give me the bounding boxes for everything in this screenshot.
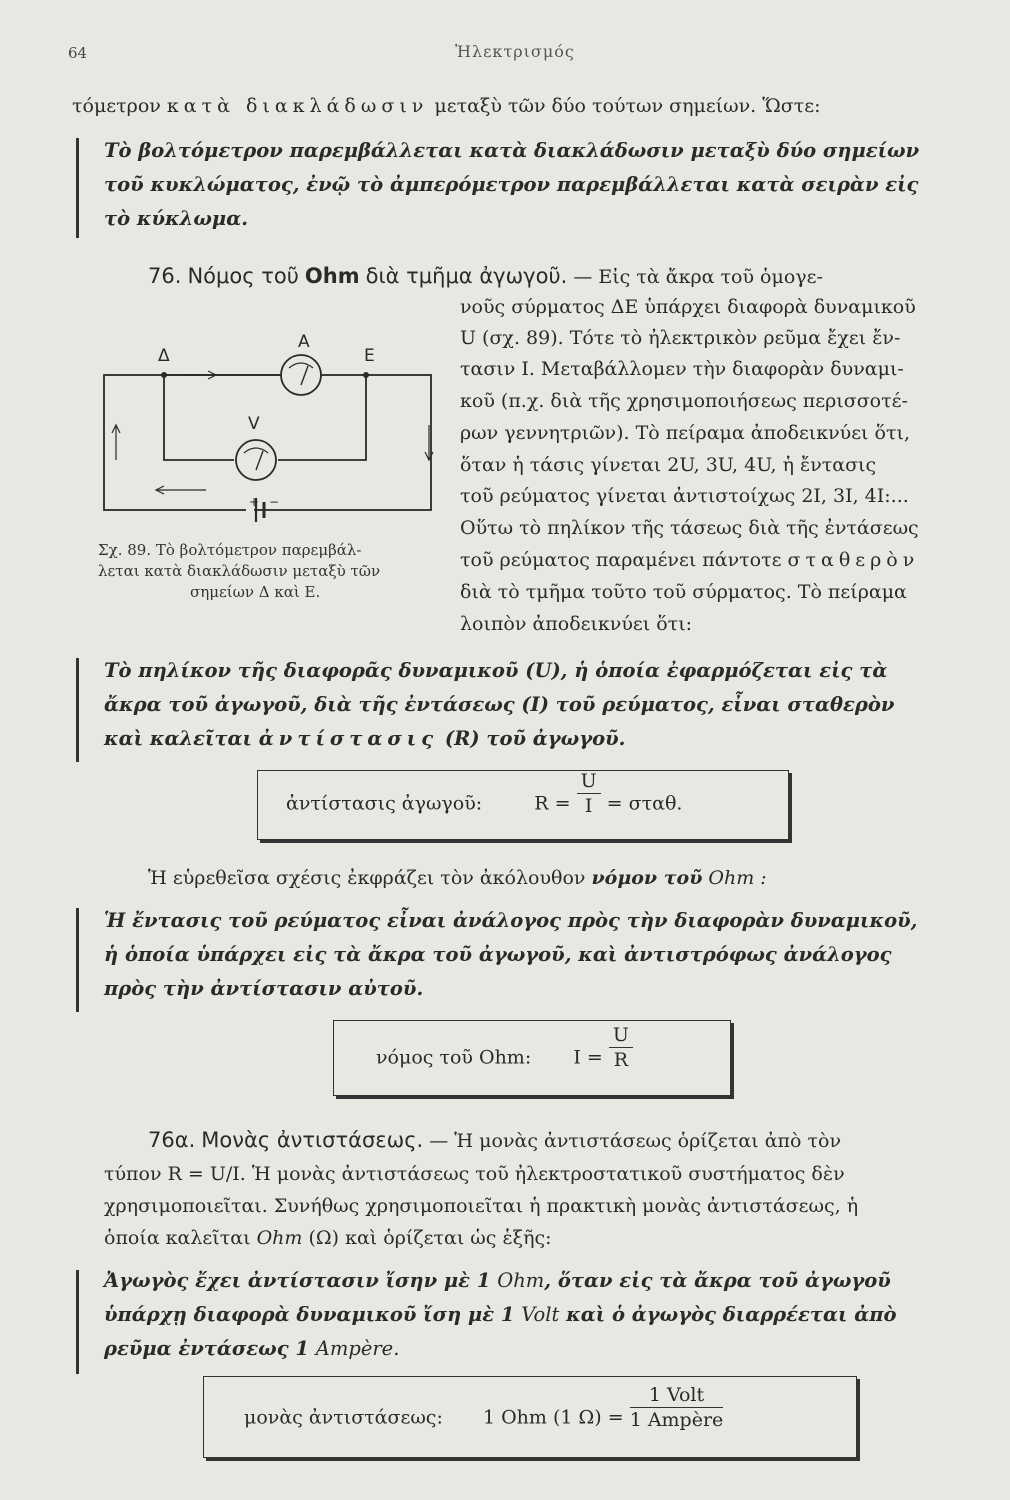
voltmeter-label: V [248, 414, 260, 434]
section-76-line-1: νοῦς σύρματος ΔΕ ὑπάρχει διαφορὰ δυναμικοῦ [460, 296, 916, 318]
point-e-label: E [364, 346, 375, 366]
rule4-bar [76, 1270, 79, 1374]
section-76-line-6: ὅταν ἡ τάσις γίνεται 2U, 3U, 4U, ἡ ἔντασις [460, 454, 877, 476]
steady-spaced-text: σταθερὸν [787, 549, 920, 571]
formula-unit-box [203, 1376, 857, 1458]
figure-caption-1: Σχ. 89. Τὸ βολτόμετρον παρεμβάλ- [98, 541, 362, 559]
rule3-bar [76, 908, 79, 1012]
formula-ohm-law-num: U [609, 1023, 633, 1048]
figure-caption-3: σημείων Δ καὶ E. [190, 583, 321, 601]
steady-text-a: τοῦ ρεύματος παραμένει πάντοτε [460, 549, 782, 571]
rule4-line-1 [104, 1266, 891, 1296]
rule2-bar [76, 658, 79, 762]
rule3-line-2: ἡ ὁποία ὑπάρχει εἰς τὰ ἄκρα τοῦ ἀγωγοῦ, καὶ ἀντιστρόφως ἀνάλογος [104, 943, 892, 966]
rule1-line-1: Τὸ βολτόμετρον παρεμβάλλεται κατὰ διακλάδωσιν μεταξὺ δύο σημείων [104, 139, 920, 162]
formula-resistance-label: ἀντίστασις ἀγωγοῦ: [286, 792, 483, 815]
formula-ohm-law-eq: = [586, 1046, 603, 1069]
rule4-line-3-amp: Ampère. [315, 1337, 400, 1360]
section-76-line-steady [460, 546, 919, 574]
formula-ohm-law-box [333, 1020, 731, 1096]
svg-text:−: − [269, 495, 280, 509]
rule3-line-1: Ἡ ἔντασις τοῦ ρεύματος εἶναι ἀνάλογος πρὸς τὴν διαφορὰν δυναμικοῦ, [104, 909, 918, 932]
section-76a-line-4-ohm: Ohm [256, 1227, 303, 1249]
ammeter-label: A [298, 332, 310, 352]
circuit-diagram [96, 330, 446, 530]
section-76-line-8: Οὕτω τὸ πηλίκον τῆς τάσεως διὰ τῆς ἐντάσεως [460, 517, 919, 539]
formula-resistance-eq: = [554, 792, 571, 815]
rule2-spaced-term: ἀντίστασις [258, 727, 439, 750]
rule4-line-3-a: ρεῦμα ἐντάσεως 1 [104, 1337, 309, 1360]
ammeter-symbol [281, 355, 321, 395]
formula-resistance-lhs: R [534, 792, 549, 815]
rule4-line-2-volt: Volt [521, 1303, 560, 1326]
formula-unit-label: μονὰς ἀντιστάσεως: [244, 1406, 443, 1429]
formula-resistance-rhs: = σταθ. [606, 792, 683, 815]
formula-unit-den: 1 Ampère [629, 1409, 724, 1431]
section-76-line-0: — Εἰς τὰ ἄκρα τοῦ ὁμογε- [573, 266, 823, 288]
formula-unit-num: 1 Volt [630, 1383, 724, 1408]
rule3-line-3: πρὸς τὴν ἀντίστασιν αὐτοῦ. [104, 977, 424, 1000]
intro-text-b: μεταξὺ τῶν δύο τούτων σημείων. Ὥστε: [434, 95, 821, 117]
point-delta-label: Δ [158, 346, 170, 366]
section-76a-line-2: τύπον R = U/I. Ἡ μονὰς ἀντιστάσεως τοῦ ἠλεκτροστατικοῦ συστήματος δὲν [104, 1163, 845, 1185]
rule1-bar [76, 138, 79, 238]
intro-text-a: τόμετρον [72, 95, 161, 117]
law-intro-bold: νόμον τοῦ [591, 867, 703, 889]
section-76a-line-4 [104, 1224, 552, 1252]
section-76-tail-2: λοιπὸν ἀποδεικνύει ὅτι: [460, 613, 693, 635]
rule1-line-3: τὸ κύκλωμα. [104, 207, 248, 230]
section-76a-title: Μονὰς ἀντιστάσεως. [201, 1128, 424, 1152]
rule1-line-2: τοῦ κυκλώματος, ἐνῷ τὸ ἀμπερόμετρον παρεμβάλλεται κατὰ σειρὰν εἰς [104, 173, 919, 196]
rule4-line-1-b: , ὅταν εἰς τὰ ἄκρα τοῦ ἀγωγοῦ [544, 1269, 891, 1292]
voltmeter-symbol [236, 440, 276, 480]
voltmeter-branch-wire [164, 375, 234, 460]
section-76-line-3: τασιν I. Μεταβάλλομεν τὴν διαφορὰν δυναμι- [460, 358, 904, 380]
formula-ohm-law-lhs: I [573, 1046, 581, 1069]
rule4-line-1-a: Ἀγωγὸς ἔχει ἀντίστασιν ἴσην μὲ 1 [104, 1269, 491, 1292]
rule2-line-3-a: καὶ καλεῖται [104, 727, 252, 750]
rule4-line-2-a: ὑπάρχῃ διαφορὰ δυναμικοῦ ἴση μὲ 1 [104, 1303, 515, 1326]
formula-resistance-num: U [577, 769, 601, 794]
section-76a-number: 76α. [148, 1128, 196, 1152]
section-76a-line-3: χρησιμοποιεῖται. Συνήθως χρησιμοποιεῖται ἡ πρακτικὴ μονὰς ἀντιστάσεως, ἡ [104, 1195, 859, 1217]
section-76-line-7: τοῦ ρεύματος γίνεται ἀντιστοίχως 2I, 3I, 4I:... [460, 485, 909, 507]
rule4-line-1-ohm: Ohm [497, 1269, 545, 1292]
circuit-outer-wire [104, 375, 431, 510]
page-number: 64 [68, 44, 88, 62]
formula-ohm-law-label: νόμος τοῦ Ohm: [376, 1046, 532, 1069]
section-76-line-5: ρων γεννητριῶν). Τὸ πείραμα ἀποδεικνύει ὅτι, [460, 422, 910, 444]
running-title: Ἠλεκτρισμός [455, 42, 575, 61]
formula-unit-eq: = [607, 1406, 624, 1429]
intro-spaced-text: κατὰ διακλάδωσιν [166, 95, 429, 117]
section-76-line-4: κοῦ (π.χ. διὰ τῆς χρησιμοποιήσεως περισσοτέ- [460, 390, 908, 412]
law-intro-text: Ἡ εὑρεθεῖσα σχέσις ἐκφράζει τὸν ἀκόλουθον [148, 867, 586, 889]
svg-text:+: + [249, 495, 260, 509]
rule4-line-2-b: καὶ ὁ ἀγωγὸς διαρρέεται ἀπὸ [566, 1303, 897, 1326]
rule2-line-3-b: (R) τοῦ ἀγωγοῦ. [444, 727, 626, 750]
intro-line [72, 92, 821, 120]
section-76a-heading [148, 1126, 841, 1155]
law-intro-ohm: Ohm : [708, 867, 767, 889]
section-76-title-a: Νόμος τοῦ [187, 264, 299, 288]
rule2-line-1: Τὸ πηλίκον τῆς διαφορᾶς δυναμικοῦ (U), ἡ ὁποία ἐφαρμόζεται εἰς τὰ [104, 659, 888, 682]
section-76-tail-1: διὰ τὸ τμῆμα τοῦτο τοῦ σύρματος. Τὸ πείραμα [460, 581, 907, 603]
formula-unit-lhs: 1 Ohm (1 Ω) [482, 1406, 602, 1429]
formula-resistance-den: I [584, 795, 593, 817]
rule4-line-2 [104, 1300, 896, 1330]
formula-ohm-law-den: R [613, 1049, 629, 1071]
section-76-title-ohm: Ohm [304, 264, 360, 288]
law-intro-line [148, 864, 767, 892]
rule4-line-3 [104, 1334, 399, 1364]
section-76a-line-4-a: ὁποία καλεῖται [104, 1227, 251, 1249]
section-76-heading [148, 262, 823, 291]
section-76a-line-4-b: (Ω) καὶ ὁρίζεται ὡς ἑξῆς: [308, 1227, 552, 1249]
figure-caption-2: λεται κατὰ διακλάδωσιν μεταξὺ τῶν [98, 562, 381, 580]
formula-resistance-box [257, 770, 789, 840]
section-76a-line-1: — Ἡ μονὰς ἀντιστάσεως ὁρίζεται ἀπὸ τὸν [429, 1130, 841, 1152]
section-76-number: 76. [148, 264, 182, 288]
section-76-title-b: διὰ τμῆμα ἀγωγοῦ. [365, 264, 568, 288]
rule2-line-2: ἄκρα τοῦ ἀγωγοῦ, διὰ τῆς ἐντάσεως (I) τοῦ ρεύματος, εἶναι σταθερὸν [104, 693, 895, 716]
section-76-line-2: U (σχ. 89). Τότε τὸ ἠλεκτρικὸν ρεῦμα ἔχει ἔν- [460, 327, 901, 349]
rule2-line-3 [104, 724, 625, 754]
